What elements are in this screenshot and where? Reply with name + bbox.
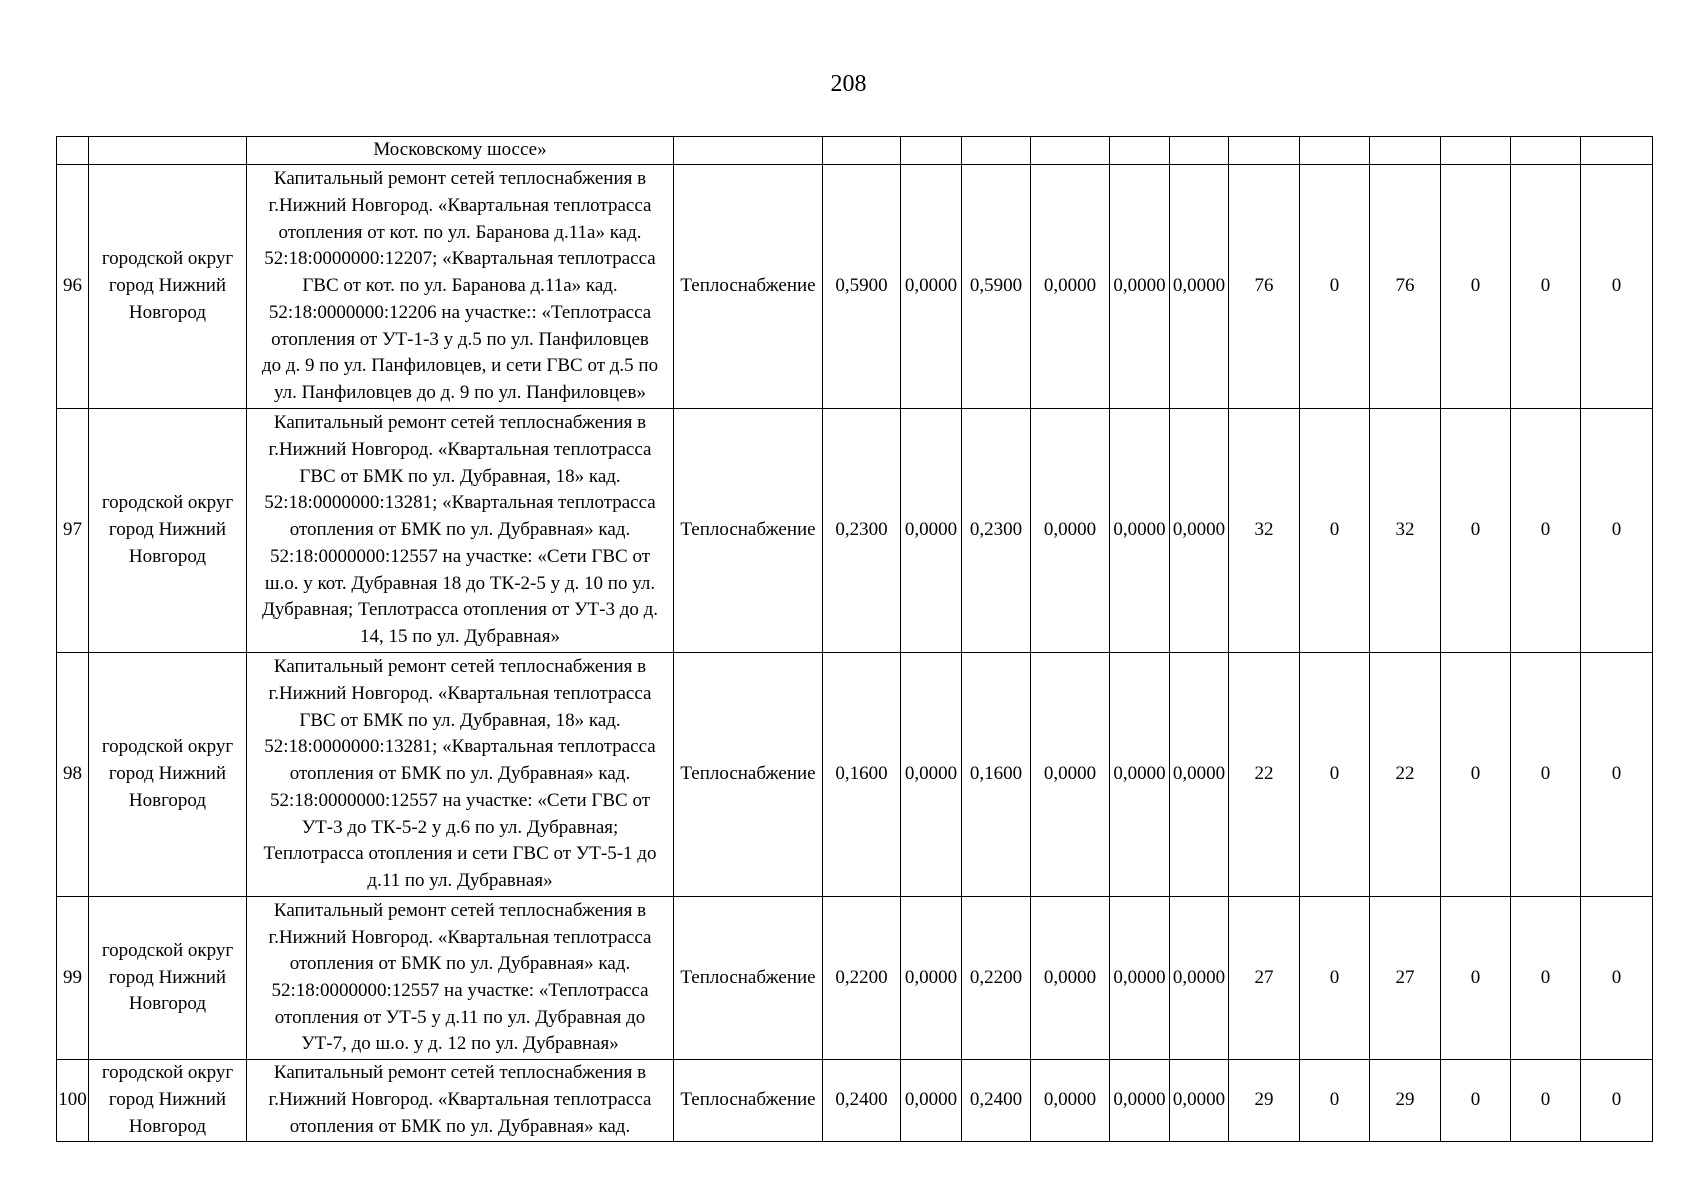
value-3: 0,2200 (962, 897, 1031, 1060)
value-12: 0 (1581, 409, 1653, 653)
value-5: 0,0000 (1110, 165, 1170, 409)
program-table (56, 136, 1653, 1142)
project-description: Капитальный ремонт сетей теплоснабжения в г.Нижний Новгород. «Квартальная теплотрасса отопления от БМК по ул. Дубравная» кад. 52:18:0000000:12557 на участке: «Теплотрасса отопления от УТ-5 у д.11 по ул. Дубравная до УТ-7, до ш.о. у д. 12 по ул. Дубравная» (247, 897, 674, 1060)
value-5: 0,0000 (1110, 409, 1170, 653)
table-row (57, 409, 1653, 653)
table-row (57, 1060, 1653, 1142)
value-1: 0,5900 (823, 165, 901, 409)
cell-value (962, 137, 1031, 165)
value-10: 0 (1441, 653, 1511, 897)
value-7: 32 (1229, 409, 1300, 653)
value-1: 0,1600 (823, 653, 901, 897)
value-5: 0,0000 (1110, 897, 1170, 1060)
municipality: городской округ город Нижний Новгород (89, 653, 247, 897)
cell-value (823, 137, 901, 165)
utility-type: Теплоснабжение (674, 409, 823, 653)
utility-type: Теплоснабжение (674, 653, 823, 897)
project-description: Капитальный ремонт сетей теплоснабжения в г.Нижний Новгород. «Квартальная теплотрасса ГВС от БМК по ул. Дубравная, 18» кад. 52:18:0000000:13281; «Квартальная теплотрасса отопления от БМК по ул. Дубравная» кад. 52:18:0000000:12557 на участке: «Сети ГВС от ш.о. у кот. Дубравная 18 до ТК-2-5 у д. 10 по ул. Дубравная; Теплотрасса отопления от УТ-3 до д. 14, 15 по ул. Дубравная» (247, 409, 674, 653)
cell-value (1581, 137, 1653, 165)
cell-value (901, 137, 962, 165)
value-2: 0,0000 (901, 653, 962, 897)
value-3: 0,1600 (962, 653, 1031, 897)
cell-value (1110, 137, 1170, 165)
cell-value (1229, 137, 1300, 165)
value-9: 27 (1370, 897, 1441, 1060)
value-4: 0,0000 (1031, 897, 1110, 1060)
row-number: 98 (57, 653, 89, 897)
cell-value (1511, 137, 1581, 165)
cell-value (1300, 137, 1370, 165)
value-3: 0,2300 (962, 409, 1031, 653)
value-3: 0,5900 (962, 165, 1031, 409)
project-description: Капитальный ремонт сетей теплоснабжения в г.Нижний Новгород. «Квартальная теплотрасса ГВС от БМК по ул. Дубравная, 18» кад. 52:18:0000000:13281; «Квартальная теплотрасса отопления от БМК по ул. Дубравная» кад. 52:18:0000000:12557 на участке: «Сети ГВС от УТ-3 до ТК-5-2 у д.6 по ул. Дубравная; Теплотрасса отопления и сети ГВС от УТ-5-1 до д.11 по ул. Дубравная» (247, 653, 674, 897)
value-3: 0,2400 (962, 1060, 1031, 1142)
value-5: 0,0000 (1110, 653, 1170, 897)
value-8: 0 (1300, 653, 1370, 897)
table-row (57, 653, 1653, 897)
value-7: 22 (1229, 653, 1300, 897)
value-2: 0,0000 (901, 897, 962, 1060)
cell-number (57, 137, 89, 165)
value-10: 0 (1441, 409, 1511, 653)
value-9: 76 (1370, 165, 1441, 409)
project-description: Капитальный ремонт сетей теплоснабжения в г.Нижний Новгород. «Квартальная теплотрасса отопления от БМК по ул. Дубравная» кад. (247, 1060, 674, 1142)
value-12: 0 (1581, 1060, 1653, 1142)
table-row (57, 897, 1653, 1060)
project-description: Капитальный ремонт сетей теплоснабжения в г.Нижний Новгород. «Квартальная теплотрасса отопления от кот. по ул. Баранова д.11а» кад. 52:18:0000000:12207; «Квартальная теплотрасса ГВС от кот. по ул. Баранова д.11а» кад. 52:18:0000000:12206 на участке:: «Теплотрасса отопления от УТ-1-3 у д.5 по ул. Панфиловцев до д. 9 по ул. Панфиловцев, и сети ГВС от д.5 по ул. Панфиловцев до д. 9 по ул. Панфиловцев» (247, 165, 674, 409)
value-12: 0 (1581, 897, 1653, 1060)
value-1: 0,2400 (823, 1060, 901, 1142)
municipality: городской округ город Нижний Новгород (89, 165, 247, 409)
cell-value (1170, 137, 1229, 165)
row-number: 96 (57, 165, 89, 409)
value-1: 0,2200 (823, 897, 901, 1060)
value-11: 0 (1511, 897, 1581, 1060)
value-10: 0 (1441, 897, 1511, 1060)
value-4: 0,0000 (1031, 409, 1110, 653)
page-number: 208 (830, 71, 867, 97)
value-7: 27 (1229, 897, 1300, 1060)
value-11: 0 (1511, 165, 1581, 409)
value-1: 0,2300 (823, 409, 901, 653)
value-8: 0 (1300, 165, 1370, 409)
value-8: 0 (1300, 897, 1370, 1060)
value-6: 0,0000 (1170, 653, 1229, 897)
value-12: 0 (1581, 165, 1653, 409)
value-8: 0 (1300, 1060, 1370, 1142)
utility-type: Теплоснабжение (674, 1060, 823, 1142)
row-number: 100 (57, 1060, 89, 1142)
value-7: 29 (1229, 1060, 1300, 1142)
value-4: 0,0000 (1031, 1060, 1110, 1142)
value-9: 29 (1370, 1060, 1441, 1142)
value-12: 0 (1581, 653, 1653, 897)
value-9: 22 (1370, 653, 1441, 897)
cell-value (1441, 137, 1511, 165)
value-10: 0 (1441, 165, 1511, 409)
cell-municipality (89, 137, 247, 165)
value-6: 0,0000 (1170, 1060, 1229, 1142)
value-5: 0,0000 (1110, 1060, 1170, 1142)
value-7: 76 (1229, 165, 1300, 409)
cell-value (1031, 137, 1110, 165)
value-11: 0 (1511, 653, 1581, 897)
utility-type: Теплоснабжение (674, 897, 823, 1060)
value-9: 32 (1370, 409, 1441, 653)
municipality: городской округ город Нижний Новгород (89, 897, 247, 1060)
value-10: 0 (1441, 1060, 1511, 1142)
value-2: 0,0000 (901, 1060, 962, 1142)
value-8: 0 (1300, 409, 1370, 653)
value-11: 0 (1511, 409, 1581, 653)
cell-description: Московскому шоссе» (247, 137, 674, 165)
value-2: 0,0000 (901, 165, 962, 409)
value-4: 0,0000 (1031, 653, 1110, 897)
table-row (57, 165, 1653, 409)
value-6: 0,0000 (1170, 897, 1229, 1060)
municipality: городской округ город Нижний Новгород (89, 1060, 247, 1142)
row-number: 99 (57, 897, 89, 1060)
value-4: 0,0000 (1031, 165, 1110, 409)
row-number: 97 (57, 409, 89, 653)
value-11: 0 (1511, 1060, 1581, 1142)
cell-value (1370, 137, 1441, 165)
value-6: 0,0000 (1170, 409, 1229, 653)
value-2: 0,0000 (901, 409, 962, 653)
cell-type (674, 137, 823, 165)
continuation-row (57, 137, 1653, 165)
municipality: городской округ город Нижний Новгород (89, 409, 247, 653)
value-6: 0,0000 (1170, 165, 1229, 409)
utility-type: Теплоснабжение (674, 165, 823, 409)
